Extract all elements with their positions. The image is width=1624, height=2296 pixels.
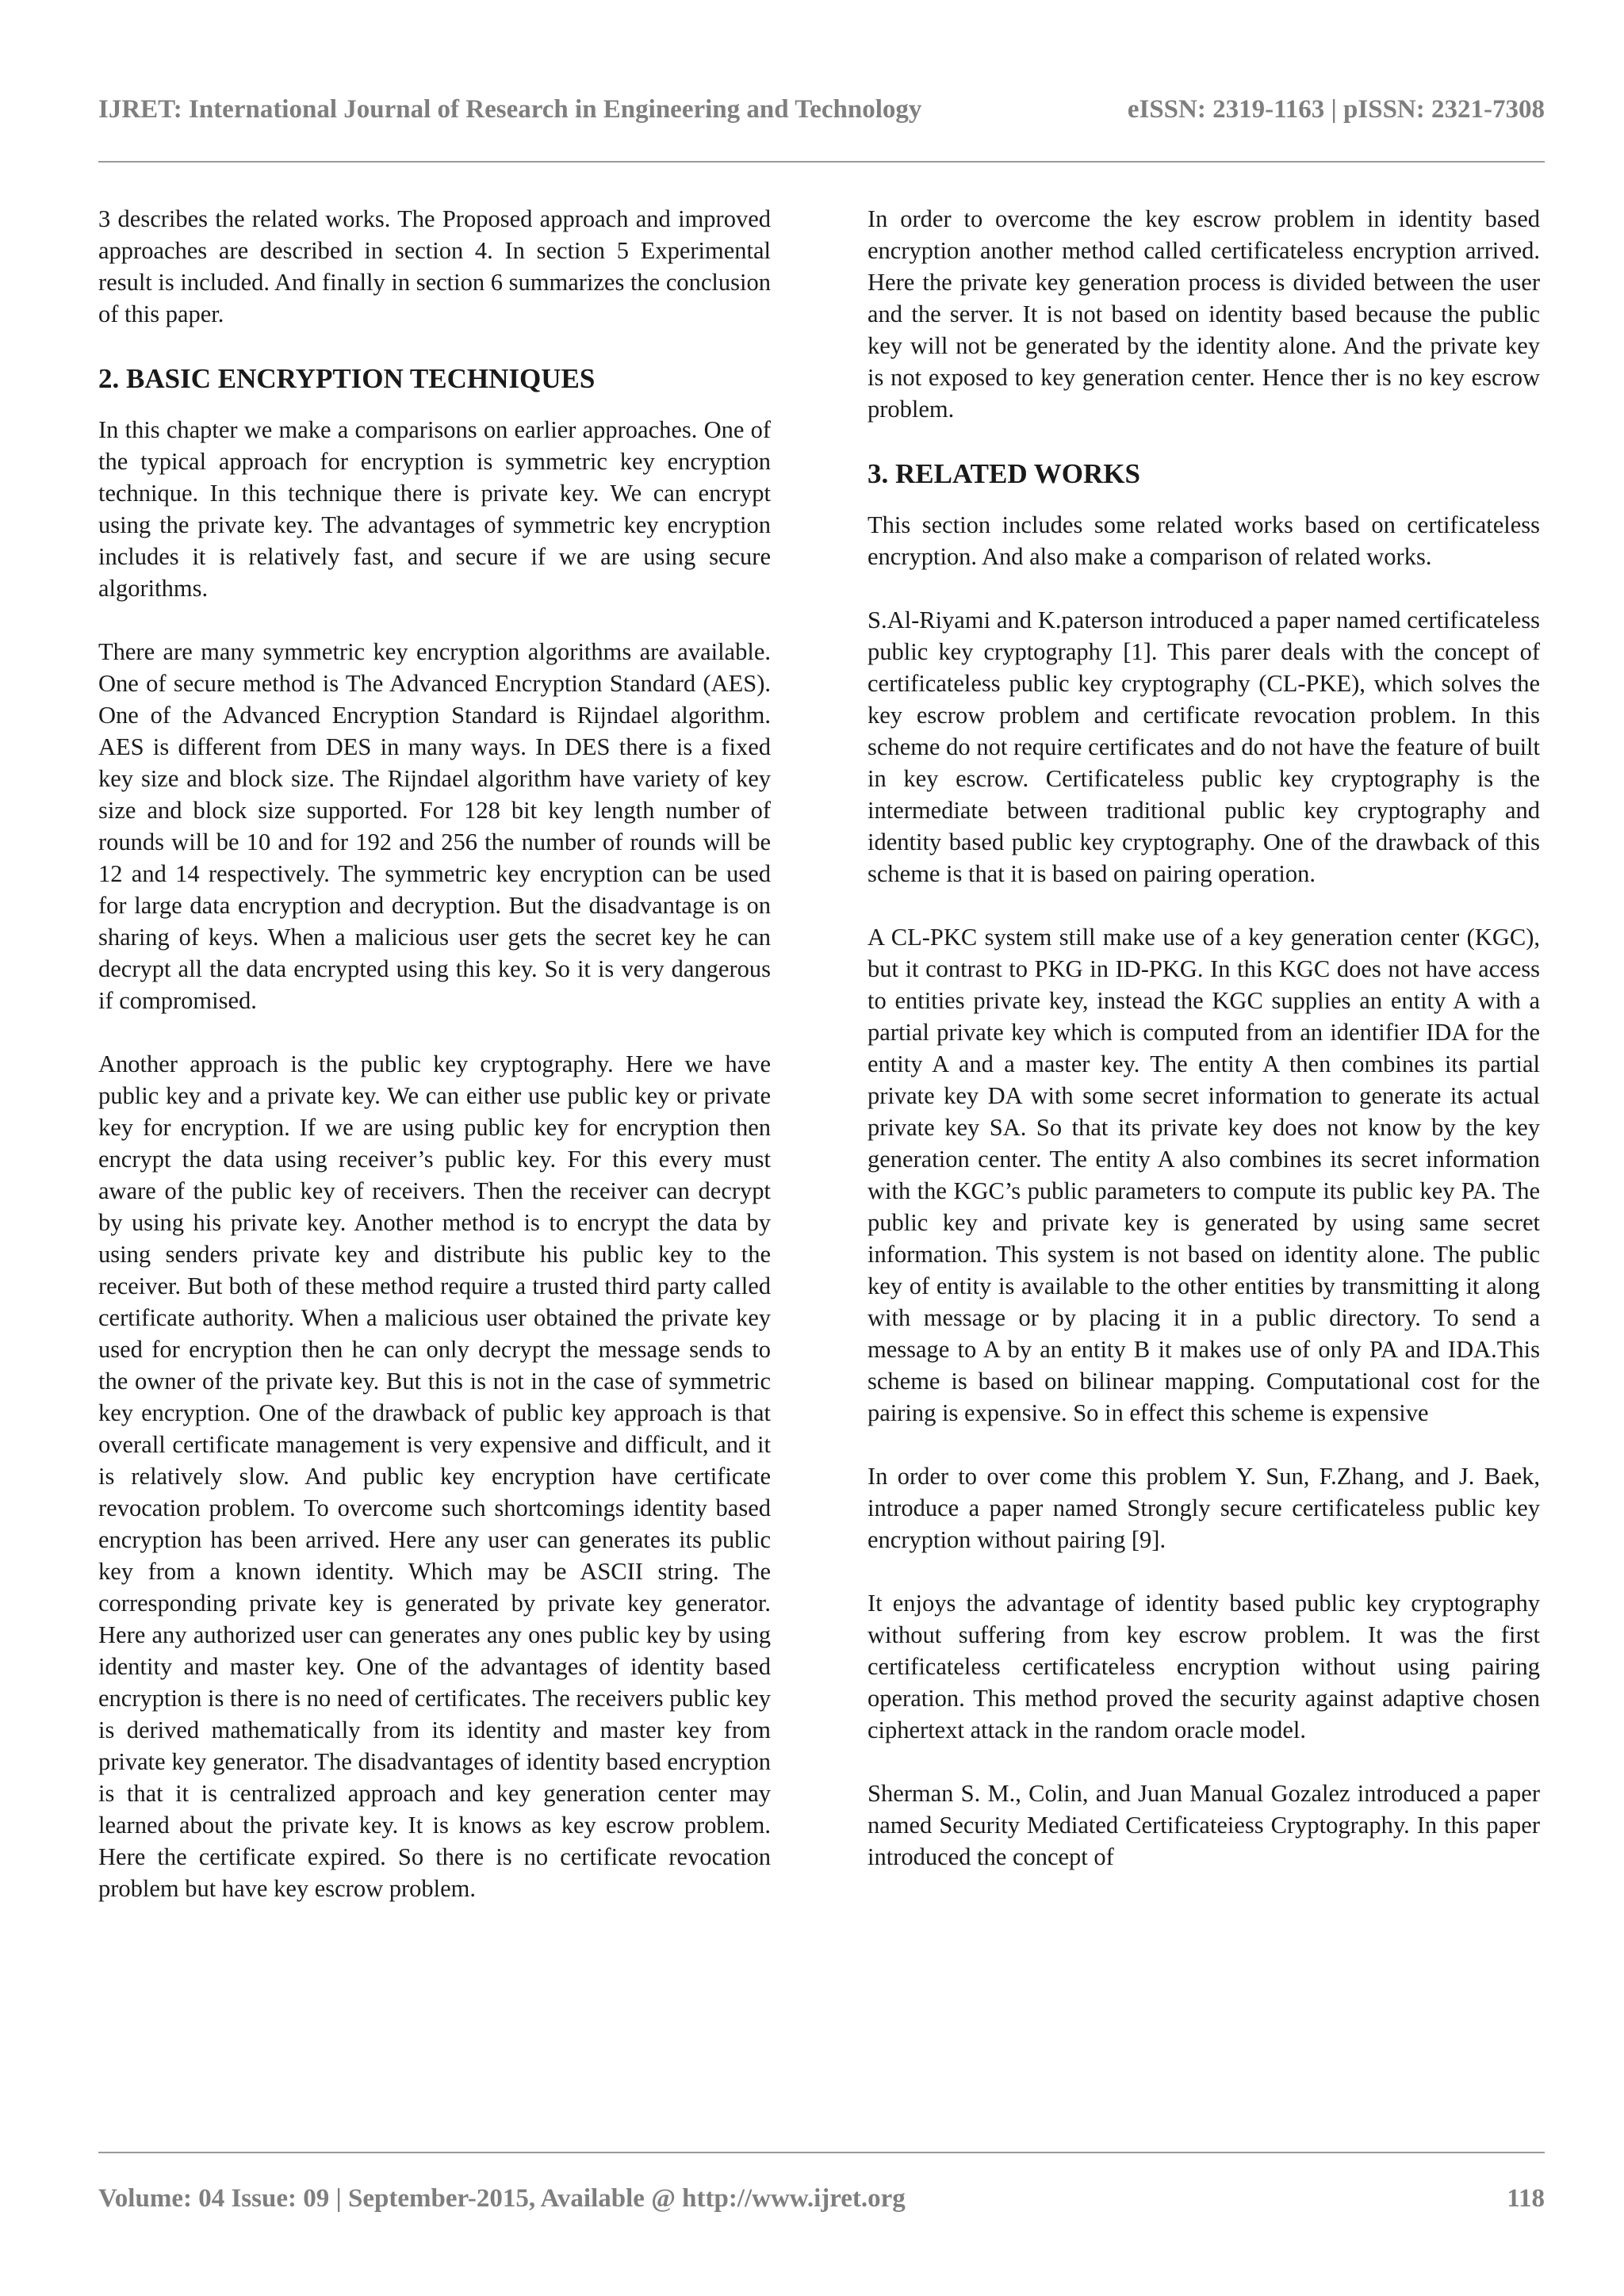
header-rule [98,161,1545,163]
paragraph-advantage: It enjoys the advantage of identity based public key cryptography without suffering from key escrow problem. It was the first certificateless certificateless encryption without using pairing operation. This method proved the security against adaptive chosen ciphertext attack in the random oracle model. [868,1590,1540,1743]
section-heading-basic-encryption: 2. BASIC ENCRYPTION TECHNIQUES [98,363,596,394]
intro-paragraph: 3 describes the related works. The Proposed approach and improved approaches are described in section 4. In section 5 Experimental result is included. And finally in section 6 summarizes the conclusion of this paper. [98,205,771,327]
section-heading-related-works: 3. RELATED WORKS [868,458,1140,489]
page-number: 118 [1507,2184,1545,2213]
paragraph-related-intro: This section includes some related works based on certificateless encryption. And also make a comparison of related works. [868,511,1540,570]
paragraph-aes: There are many symmetric key encryption algorithms are available. One of secure method is The Advanced Encryption Standard (AES). One of the Advanced Encryption Standard is Rijndael algorithm. AES is different from DES in many ways. In DES there is a fixed key size and block size. The Rijndael algorithm have variety of key size and block size supported. For 128 bit key length number of rounds will be 10 and for 192 and 256 the number of rounds will be 12 and 14 respectively. The symmetric key encryption can be used for large data encryption and decryption. But the disadvantage is on sharing of keys. When a malicious user gets the secret key he can decrypt all the data encrypted using this key. So it is very dangerous if compromised. [98,638,771,1014]
paragraph-cl-pkc: A CL-PKC system still make use of a key generation center (KGC), but it contrast to PKG in ID-PKG. In this KGC does not have access to entities private key, instead the KGC supplies an entity A with a partial private key which is computed from an identifier IDA for the entity A and a master key. The entity A then combines its partial private key DA with some secret information to generate its actual private key SA. So that its private key does not know by the key generation center. The entity A also combines its secret information with the KGC’s public parameters to compute its public key PA. The public key and private key is generated by using same secret information. This system is not based on identity alone. The public key of entity is available to the other entities by transmitting it along with message or by placing it in a public directory. To send a message to A by an entity B it makes use of only PA and IDA.This scheme is based on bilinear mapping. Computational cost for the pairing is expensive. So in effect this scheme is expensive [868,924,1540,1426]
footer-rule [98,2152,1545,2153]
paragraph-sherman: Sherman S. M., Colin, and Juan Manual Gozalez introduced a paper named Security Mediated Certificateiess Cryptography. In this paper introduced the concept of [868,1780,1540,1870]
paragraph-public-key: Another approach is the public key cryptography. Here we have public key and a private key. We can either use public key or private key for encryption. If we are using public key for encryption then encrypt the data using receiver’s public key. For this every must aware of the public key of receivers. Then the receiver can decrypt by using his private key. Another method is to encrypt the data by using senders private key and distribute his public key to the receiver. But both of these method require a trusted third party called certificate authority. When a malicious user obtained the private key used for encryption then he can only decrypt the message sends to the owner of the private key. But this is not in the case of symmetric key encryption. One of the drawback of public key approach is that overall certificate management is very expensive and difficult, and it is relatively slow. And public key encryption have certificate revocation problem. To overcome such shortcomings identity based encryption has been arrived. Here any user can generates its public key from a known identity. Which may be ASCII string. The corresponding private key is generated by private key generator. Here any authorized user can generates any ones public key by using identity and master key. One of the advantages of identity based encryption is there is no need of certificates. The receivers public key is derived mathematically from its identity and master key from private key generator. The disadvantages of identity based encryption is that it is centralized approach and key generation center may learned about the private key. It is knows as key escrow problem. Here the certificate expired. So there is no certificate revocation problem but have key escrow problem. [98,1050,772,1902]
left-column [98,203,771,1936]
journal-title: IJRET: International Journal of Research in Engineering and Technology [98,95,922,124]
issn-label: eISSN: 2319-1163 | pISSN: 2321-7308 [1127,95,1545,124]
paragraph-certificateless: In order to overcome the key escrow problem in identity based encryption another method called certificateless encryption arrived. Here the private key generation process is divided between the user and the server. It is not based on identity based because the public key will not be generated by the identity alone. And the private key is not exposed to key generation center. Hence ther is no key escrow problem. [868,205,1540,423]
paragraph-symmetric-intro: In this chapter we make a comparisons on earlier approaches. One of the typical approach for encryption is symmetric key encryption technique. In this technique there is private key. We can encrypt using the private key. The advantages of symmetric key encryption includes it is relatively fast, and secure if we are using secure algorithms. [98,416,771,602]
page-footer [98,2184,1545,2224]
paragraph-al-riyami: S.Al-Riyami and K.paterson introduced a paper named certificateless public key cryptography [1]. This parer deals with the concept of certificateless public key cryptography (CL-PKE), which solves the key escrow problem and certificate revocation problem. In this scheme do not require certificates and do not have the feature of built in key escrow. Certificateless public key cryptography is the intermediate between traditional public key cryptography and identity based public key cryptography. One of the drawback of this scheme is that it is based on pairing operation. [868,607,1540,887]
paragraph-sun-zhang-baek: In order to over come this problem Y. Sun, F.Zhang, and J. Baek, introduce a paper named Strongly secure certificateless public key encryption without pairing [9]. [868,1463,1540,1553]
volume-info: Volume: 04 Issue: 09 | September-2015, Available @ http://www.ijret.org [98,2184,906,2213]
page-header [98,95,1545,143]
right-column [868,203,1540,1904]
